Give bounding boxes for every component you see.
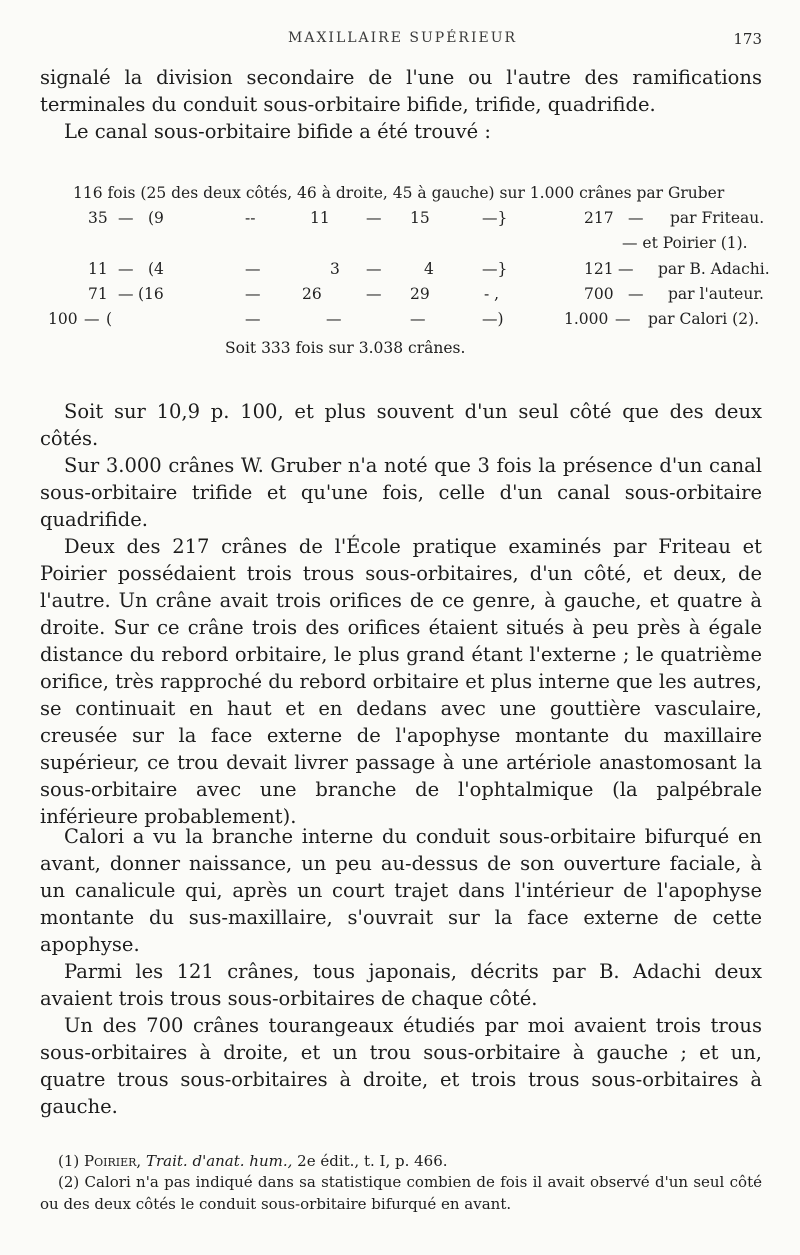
cell-both-sides: (4 bbox=[148, 260, 164, 278]
page-header bbox=[40, 30, 762, 54]
running-title: MAXILLAIRE SUPÉRIEUR bbox=[288, 30, 518, 46]
cell-ditto: — bbox=[628, 285, 644, 303]
table-row bbox=[40, 260, 770, 284]
table-row bbox=[40, 310, 762, 334]
cell-brace: —} bbox=[482, 209, 508, 227]
cell-author: par Friteau. bbox=[670, 209, 765, 227]
cell-total: 71 bbox=[88, 285, 108, 303]
cell-both-sides: (9 bbox=[148, 209, 164, 227]
cell-author: par Calori (2). bbox=[648, 310, 760, 328]
cell-ditto: — bbox=[245, 260, 261, 278]
intro-paragraph: signalé la division secondaire de l'une ou l'autre des ramifications terminales du conduit sous-orbitaire bifide, trifide, quadrifide. bbox=[40, 66, 762, 116]
footnote-1-number: (1) bbox=[58, 1152, 80, 1170]
intro-lead: Le canal sous-orbitaire bifide a été trouvé : bbox=[64, 120, 491, 143]
table-row-gruber: 116 fois (25 des deux côtés, 46 à droite, 45 à gauche) sur 1.000 crânes par Gruber bbox=[73, 184, 725, 202]
table-row bbox=[40, 209, 765, 233]
cell-ditto: — bbox=[366, 260, 382, 278]
cell-right: — bbox=[326, 310, 342, 328]
body-paragraph: Parmi les 121 crânes, tous japonais, décrits par B. Adachi deux avaient trois trous sous-orbitaires de chaque côté. bbox=[40, 960, 762, 1010]
body-paragraph: Deux des 217 crânes de l'École pratique examinés par Friteau et Poirier possédaient trois trous sous-orbitaires, d'un côté, et deux, de l'autre. Un crâne avait trois orifices de ce genre, à gauche, et quatre à droite. Sur ce crâne trois des orifices étaient situés à peu près à égale distance du rebord orbitaire, le plus grand étant l'externe ; le quatrième orifice, très rapproché du rebord orbitaire et plus interne que les autres, se continuait en haut et en dedans avec une gouttière vasculaire, creusée sur la face externe de l'apophyse montante du maxillaire supérieur, ce trou devait livrer passage à une artériole anastomosant la sous-orbitaire avec une branche de l'ophtalmique (la palpébrale inférieure probablement). bbox=[40, 535, 762, 828]
cell-total: 11 bbox=[88, 260, 108, 278]
cell-right: 26 bbox=[302, 285, 322, 303]
cell-dash: — bbox=[84, 310, 100, 328]
footnote-1-author: Poirier, bbox=[84, 1152, 142, 1170]
cell-right: 3 bbox=[330, 260, 340, 278]
footnote-1 bbox=[40, 1150, 762, 1172]
footnote-2: (2) Calori n'a pas indiqué dans sa statistique combien de fois il avait observé d'un seul côté ou des deux côtés le conduit sous-orbitaire bifurqué en avant. bbox=[40, 1173, 762, 1213]
cell-brace: —) bbox=[482, 310, 504, 328]
cell-left: 4 bbox=[424, 260, 434, 278]
cell-ditto: — bbox=[245, 310, 261, 328]
cell-both-sides: (16 bbox=[138, 285, 164, 303]
body-paragraph: Sur 3.000 crânes W. Gruber n'a noté que 3 fois la présence d'un canal sous-orbitaire trifide et qu'une fois, celle d'un canal sous-orbitaire quadrifide. bbox=[40, 454, 762, 531]
cell-ditto: — bbox=[628, 209, 644, 227]
body-paragraph: Calori a vu la branche interne du conduit sous-orbitaire bifurqué en avant, donner naissance, un peu au-dessus de son ouverture faciale, à un canalicule qui, après un court trajet dans l'intérieur de l'apophyse montante du sus-maxillaire, s'ouvrait sur la face externe de cette apophyse. bbox=[40, 825, 762, 956]
footnote-1-title: Trait. d'anat. hum., bbox=[145, 1152, 293, 1170]
cell-total: 35 bbox=[88, 209, 108, 227]
cell-author: — et Poirier (1). bbox=[622, 234, 748, 252]
cell-dash: — bbox=[118, 209, 134, 227]
table-row bbox=[40, 234, 762, 258]
footnote-1-edition: 2e édit., t. I, p. 466. bbox=[297, 1152, 448, 1170]
cell-author: par l'auteur. bbox=[668, 285, 764, 303]
table-row bbox=[40, 184, 762, 208]
cell-ditto: — bbox=[245, 285, 261, 303]
cell-left: 15 bbox=[410, 209, 430, 227]
cell-ditto: — bbox=[366, 285, 382, 303]
body-paragraph: Soit sur 10,9 p. 100, et plus souvent d'un seul côté que des deux côtés. bbox=[40, 400, 762, 450]
cell-total: 100 bbox=[48, 310, 78, 328]
cell-ditto: — bbox=[615, 310, 631, 328]
body-paragraph: Un des 700 crânes tourangeaux étudiés par moi avaient trois trous sous-orbitaires à droite, et un trou sous-orbitaire à gauche ; et un, quatre trous sous-orbitaires à droite, et trois trous sous-orbitaires à gauche. bbox=[40, 1014, 762, 1118]
cell-ditto: — bbox=[618, 260, 634, 278]
cell-count: 700 bbox=[584, 285, 614, 303]
cell-both-sides: ( bbox=[106, 310, 113, 328]
cell-count: 217 bbox=[584, 209, 614, 227]
cell-count: 1.000 bbox=[564, 310, 609, 328]
cell-ditto: -- bbox=[245, 209, 256, 227]
cell-dash: — bbox=[118, 285, 134, 303]
page-number: 173 bbox=[733, 30, 762, 48]
table-row bbox=[40, 285, 762, 309]
cell-left: 29 bbox=[410, 285, 430, 303]
cell-author: par B. Adachi. bbox=[658, 260, 770, 278]
cell-brace: —} bbox=[482, 260, 508, 278]
cell-ditto: — bbox=[366, 209, 382, 227]
cell-brace: - , bbox=[484, 285, 500, 303]
cell-right: 11 bbox=[310, 209, 330, 227]
cell-dash: — bbox=[118, 260, 134, 278]
cell-left: — bbox=[410, 310, 426, 328]
cell-count: 121 bbox=[584, 260, 614, 278]
table-sum: Soit 333 fois sur 3.038 crânes. bbox=[225, 339, 466, 357]
